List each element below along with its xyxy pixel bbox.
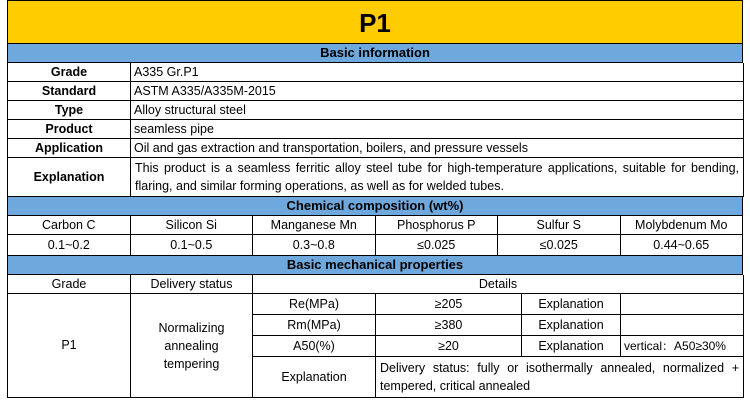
grade-label: Grade [8,63,131,82]
prop-re-explanation: Explanation [522,294,621,315]
chem-col-molybdenum: Molybdenum Mo [620,216,743,235]
table-row [8,139,744,158]
chem-col-carbon: Carbon C [8,216,131,235]
mech-col-grade: Grade [8,275,131,294]
table-row [8,82,744,101]
chem-val-sulfur: ≤0.025 [498,235,621,256]
explanation-value: This product is a seamless ferritic alloy steel tube for high-temperature applications, suitable for bending, flaring, and similar forming operations, as well as for welded tubes. [131,158,744,197]
explanation-label: Explanation [8,158,131,197]
mech-col-details: Details [253,275,744,294]
table-row [8,294,744,315]
product-label: Product [8,120,131,139]
application-label: Application [8,139,131,158]
product-value: seamless pipe [131,120,744,139]
prop-re-note [621,294,744,315]
prop-rm-note [621,315,744,336]
mech-grade-value: P1 [8,294,131,398]
table-row [8,235,743,256]
table-row [8,158,744,197]
grade-value: A335 Gr.P1 [131,63,744,82]
delivery-status-text: Normalizing annealing tempering [158,320,225,371]
chemical-composition-header: Chemical composition (wt%) [7,197,743,216]
chem-val-phosphorus: ≤0.025 [375,235,498,256]
chem-val-silicon: 0.1~0.5 [130,235,253,256]
spec-sheet [7,0,743,398]
chem-col-sulfur: Sulfur S [498,216,621,235]
table-row [8,120,744,139]
page-title: P1 [7,0,743,44]
chem-val-carbon: 0.1~0.2 [8,235,131,256]
chem-col-silicon: Silicon Si [130,216,253,235]
prop-re-label: Re(MPa) [253,294,376,315]
prop-rm-explanation: Explanation [522,315,621,336]
prop-rm-value: ≥380 [376,315,522,336]
mechanical-properties-table [7,275,744,398]
delivery-explanation-text: Delivery status: fully or isothermally annealed, normalized + tempered, critical annealed [376,357,744,398]
standard-label: Standard [8,82,131,101]
mech-col-delivery: Delivery status [131,275,253,294]
chem-val-manganese: 0.3~0.8 [253,235,376,256]
chem-col-phosphorus: Phosphorus P [375,216,498,235]
chem-val-molybdenum: 0.44~0.65 [620,235,743,256]
application-value: Oil and gas extraction and transportation, boilers, and pressure vessels [131,139,744,158]
table-row [8,216,743,235]
prop-rm-label: Rm(MPa) [253,315,376,336]
standard-value: ASTM A335/A335M-2015 [131,82,744,101]
mech-delivery-value [131,294,253,398]
table-row [8,275,744,294]
prop-a50-label: A50(%) [253,336,376,357]
chem-col-manganese: Manganese Mn [253,216,376,235]
table-row [8,63,744,82]
table-row [8,101,744,120]
prop-re-value: ≥205 [376,294,522,315]
chemical-composition-table [7,216,743,256]
delivery-explanation-label: Explanation [253,357,376,398]
prop-a50-note: vertical：A50≥30% [621,336,744,357]
basic-info-table [7,63,744,197]
type-value: Alloy structural steel [131,101,744,120]
prop-a50-explanation: Explanation [522,336,621,357]
mechanical-properties-header: Basic mechanical properties [7,256,743,275]
basic-info-header: Basic information [7,44,743,63]
prop-a50-value: ≥20 [376,336,522,357]
type-label: Type [8,101,131,120]
